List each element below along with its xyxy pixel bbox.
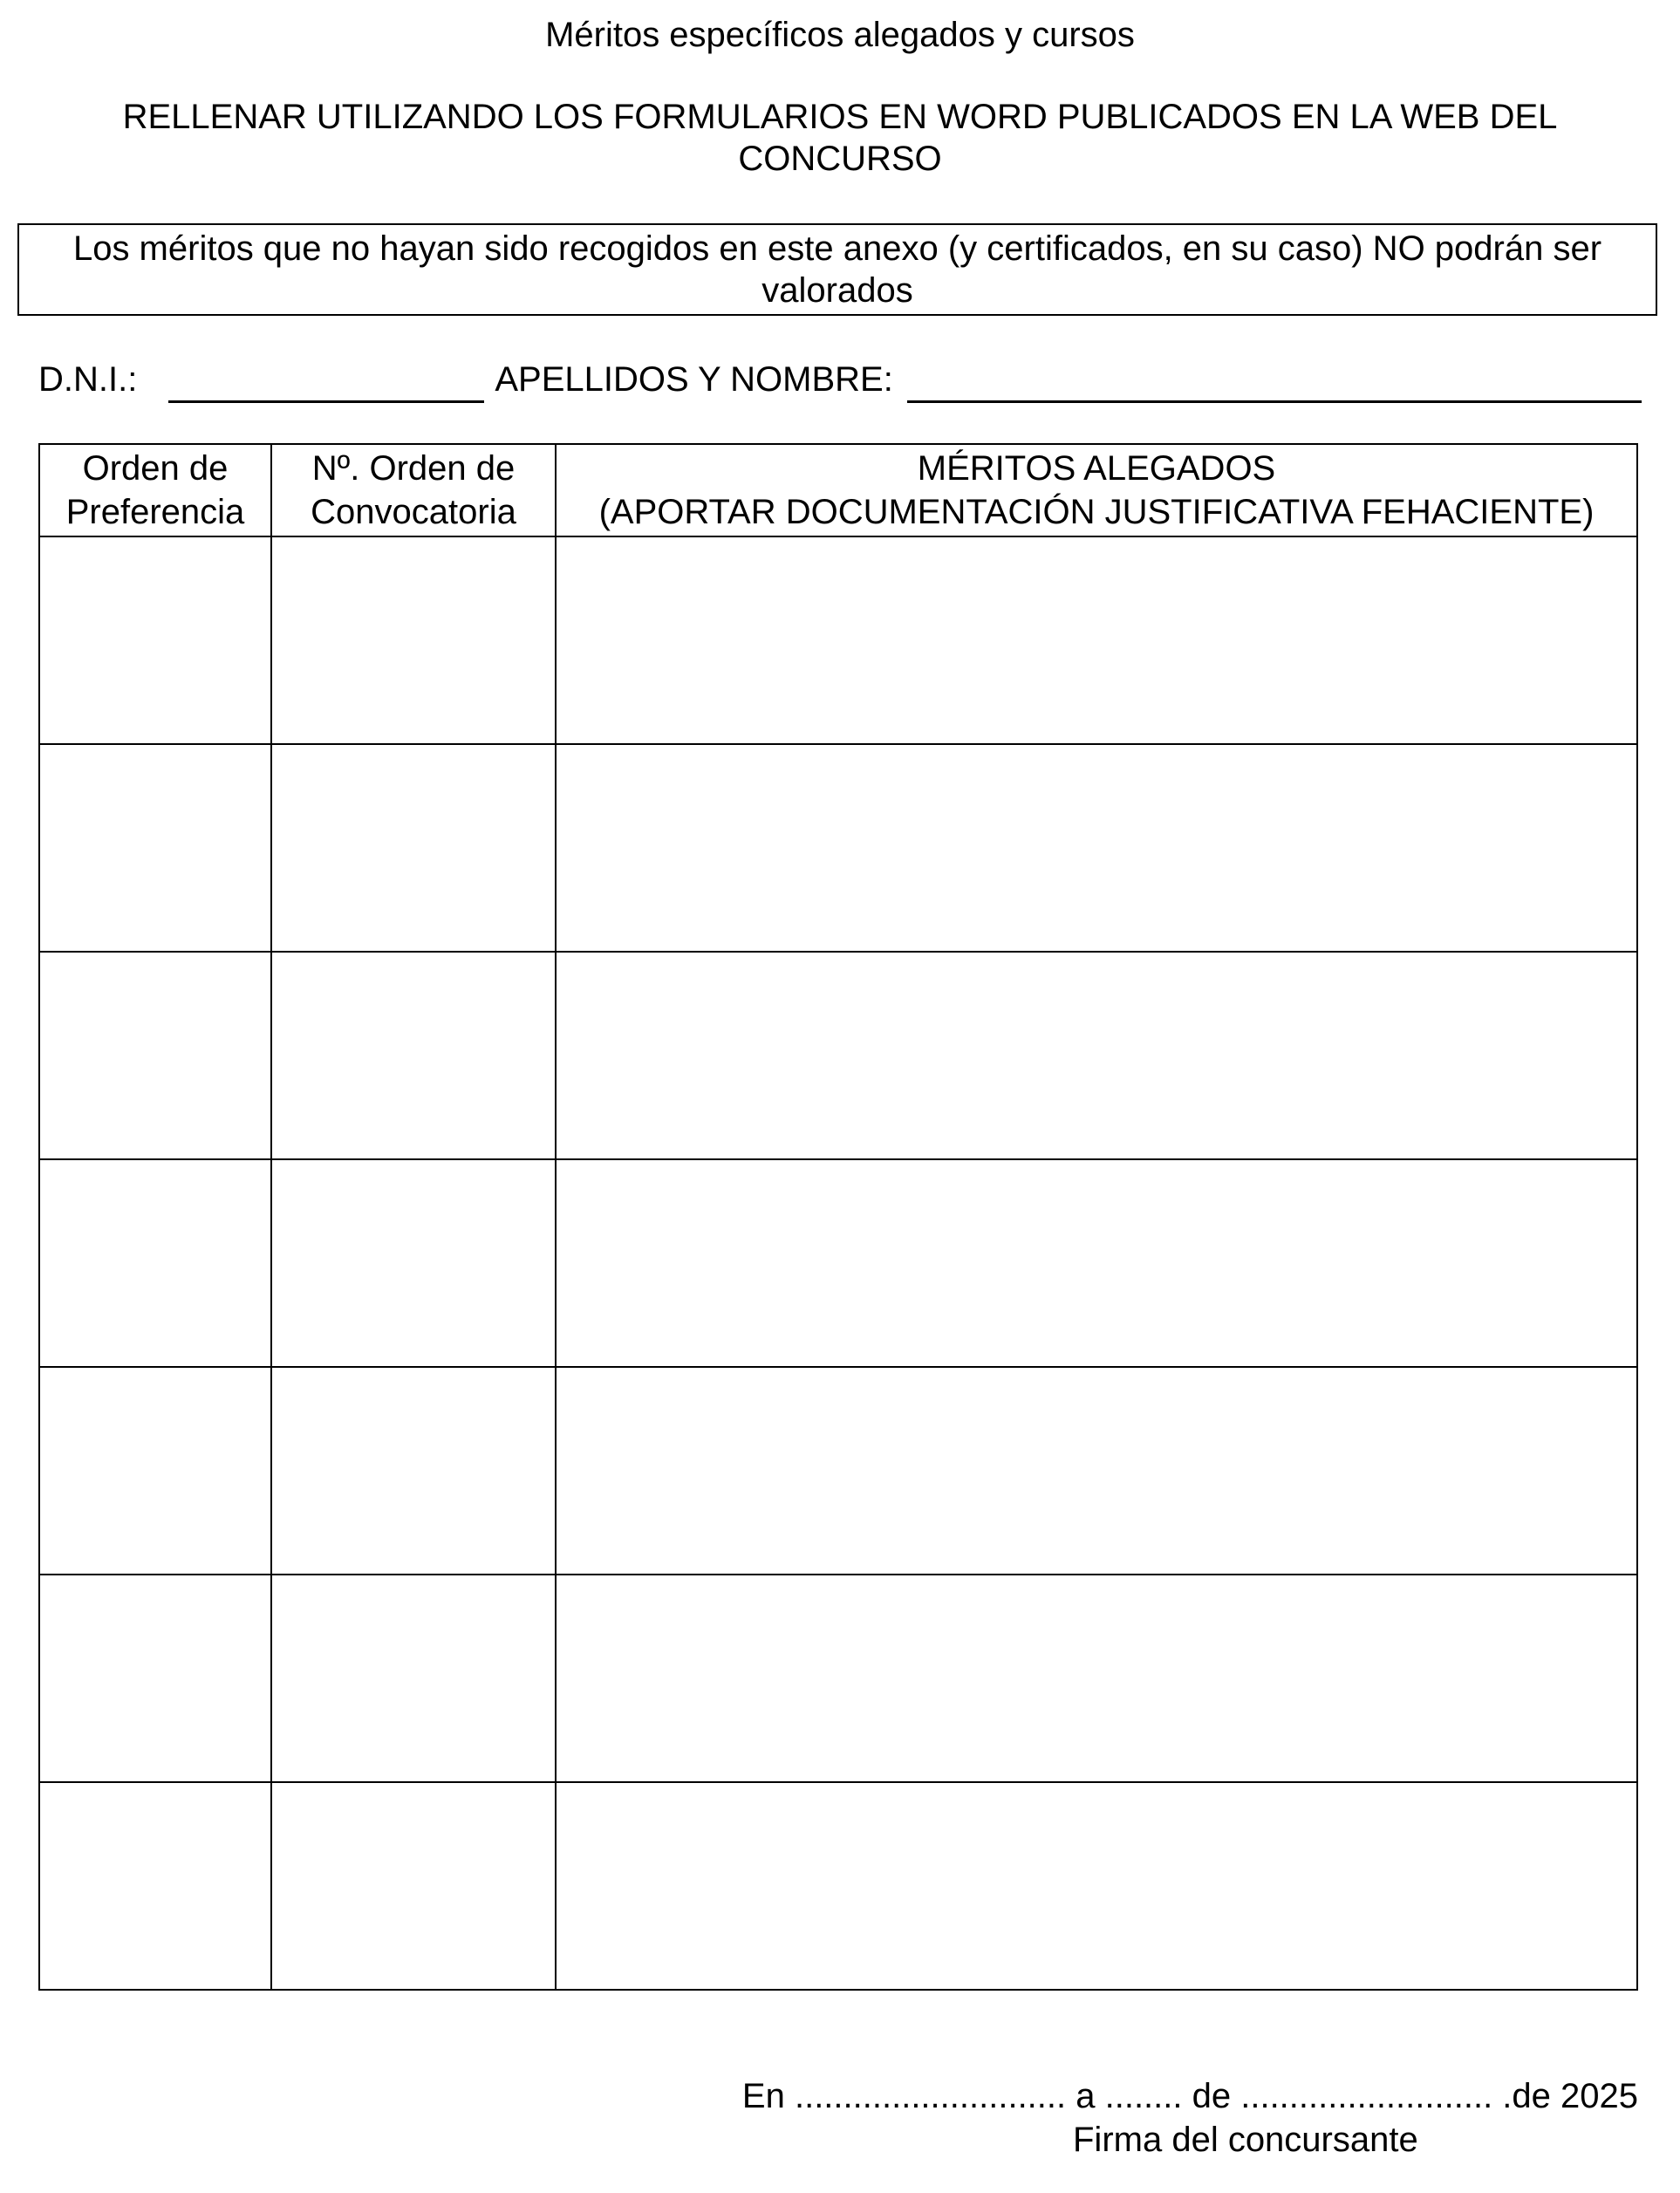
cell-orden-preferencia[interactable] xyxy=(39,1159,271,1367)
table-row xyxy=(39,1575,1637,1782)
table-row xyxy=(39,1367,1637,1575)
instruction-text: RELLENAR UTILIZANDO LOS FORMULARIOS EN WORD PUBLICADOS EN LA WEB DEL CONCURSO xyxy=(122,98,1558,178)
cell-merito[interactable] xyxy=(556,1782,1637,1990)
table-row xyxy=(39,1782,1637,1990)
cell-merito[interactable] xyxy=(556,952,1637,1159)
place-date-line[interactable]: En ............................ a ........ de .......................... .de 2025 xyxy=(741,2077,1638,2115)
cell-merito[interactable] xyxy=(556,536,1637,744)
cell-merito[interactable] xyxy=(556,744,1637,952)
applicant-id-line xyxy=(38,356,1642,403)
cell-merito[interactable] xyxy=(556,1159,1637,1367)
header-meritos-alegados xyxy=(556,444,1637,536)
name-field[interactable] xyxy=(907,362,1642,403)
header-col2-line1: Nº. Orden de xyxy=(311,449,516,488)
cell-orden-convocatoria[interactable] xyxy=(271,1367,556,1575)
signature-label: Firma del concursante xyxy=(1073,2121,1418,2159)
cell-orden-preferencia[interactable] xyxy=(39,744,271,952)
table-row xyxy=(39,952,1637,1159)
dni-field[interactable] xyxy=(168,362,484,403)
table-row xyxy=(39,536,1637,744)
cell-merito[interactable] xyxy=(556,1575,1637,1782)
cell-orden-convocatoria[interactable] xyxy=(271,536,556,744)
table-row xyxy=(39,1159,1637,1367)
cell-orden-preferencia[interactable] xyxy=(39,1367,271,1575)
cell-orden-preferencia[interactable] xyxy=(39,1782,271,1990)
merits-table xyxy=(38,443,1638,1991)
notice-text: Los méritos que no hayan sido recogidos en este anexo (y certificados, en su caso) NO podrán ser valorados xyxy=(72,229,1602,310)
header-col1-line2: Preferencia xyxy=(65,493,245,531)
cell-orden-preferencia[interactable] xyxy=(39,952,271,1159)
header-col3-line1: MÉRITOS ALEGADOS xyxy=(917,449,1276,488)
cell-orden-convocatoria[interactable] xyxy=(271,1782,556,1990)
table-row xyxy=(39,744,1637,952)
dni-label: D.N.I.: xyxy=(38,360,138,399)
cell-orden-preferencia[interactable] xyxy=(39,1575,271,1782)
header-col1-line1: Orden de xyxy=(82,449,229,488)
header-orden-preferencia xyxy=(39,444,271,536)
cell-merito[interactable] xyxy=(556,1367,1637,1575)
header-col3-line2: (APORTAR DOCUMENTACIÓN JUSTIFICATIVA FEHACIENTE) xyxy=(598,493,1595,531)
cell-orden-convocatoria[interactable] xyxy=(271,744,556,952)
document-title: Méritos específicos alegados y cursos xyxy=(545,16,1135,54)
cell-orden-convocatoria[interactable] xyxy=(271,1575,556,1782)
notice-box xyxy=(17,223,1657,316)
header-col2-line2: Convocatoria xyxy=(311,493,516,531)
cell-orden-convocatoria[interactable] xyxy=(271,1159,556,1367)
cell-orden-preferencia[interactable] xyxy=(39,536,271,744)
cell-orden-convocatoria[interactable] xyxy=(271,952,556,1159)
name-label: APELLIDOS Y NOMBRE: xyxy=(495,360,893,399)
header-orden-convocatoria xyxy=(271,444,556,536)
table-header-row xyxy=(39,444,1637,536)
